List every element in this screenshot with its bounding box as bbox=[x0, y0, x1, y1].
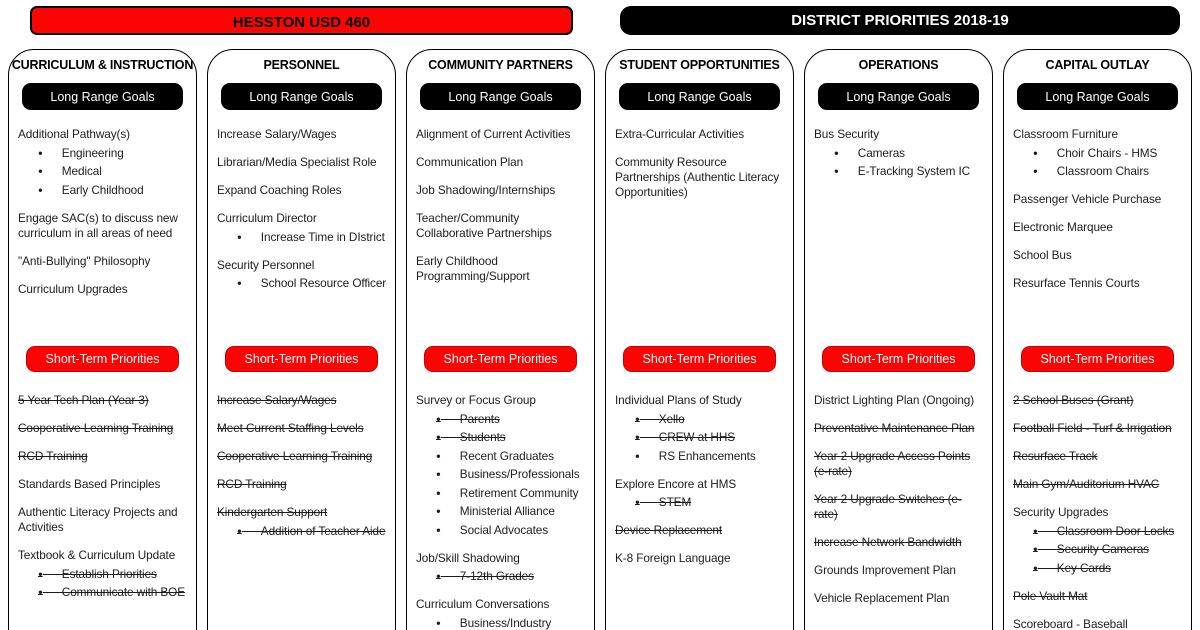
bullet-list-item bbox=[615, 448, 785, 464]
bullet-list-item bbox=[18, 566, 188, 582]
bullet-item-text: ● Security Cameras bbox=[1033, 542, 1149, 556]
long-range-list bbox=[208, 127, 395, 338]
list-item bbox=[1013, 421, 1183, 436]
list-item bbox=[18, 548, 188, 600]
list-item-text: Bus Security bbox=[814, 127, 880, 141]
long-range-goals-button: Long Range Goals bbox=[818, 83, 979, 110]
bullet-list-item bbox=[1013, 523, 1183, 539]
list-item-text: School Bus bbox=[1013, 248, 1072, 262]
short-term-list bbox=[606, 393, 793, 566]
list-item bbox=[814, 535, 984, 550]
bullet-item-text: ● Business/Industry bbox=[436, 615, 552, 630]
list-item bbox=[1013, 505, 1183, 576]
bullet-icon: ● bbox=[635, 432, 640, 442]
bullet-icon: ● bbox=[38, 587, 43, 597]
list-item bbox=[1013, 127, 1183, 179]
list-item-text: Football Field - Turf & Irrigation bbox=[1013, 421, 1172, 435]
bullet-icon: ● bbox=[38, 148, 43, 157]
bullet-icon: ● bbox=[1033, 166, 1038, 176]
list-item-text: K-8 Foreign Language bbox=[615, 551, 731, 565]
list-item-text: RCD Training bbox=[18, 449, 88, 463]
bullet-list-item bbox=[416, 569, 586, 585]
bullet-list-item bbox=[416, 615, 586, 630]
list-item-text: Increase Salary/Wages bbox=[217, 127, 337, 141]
bullet-icon: ● bbox=[436, 414, 441, 423]
list-item-text: Textbook & Curriculum Update bbox=[18, 548, 176, 562]
list-item-text: 2 School Buses (Grant) bbox=[1013, 393, 1134, 407]
list-item-text: Cooperative Learning Training bbox=[217, 449, 373, 463]
list-item bbox=[615, 477, 785, 511]
card-title: PERSONNEL bbox=[263, 58, 340, 72]
list-item-text: Librarian/Media Specialist Role bbox=[217, 155, 377, 169]
priority-card-student-opportunities bbox=[605, 49, 794, 630]
list-item bbox=[416, 127, 586, 142]
bullet-item-text: ● Medical bbox=[38, 164, 102, 178]
list-item bbox=[18, 449, 188, 464]
bullet-icon: ● bbox=[436, 469, 441, 479]
list-item bbox=[1013, 589, 1183, 604]
list-item bbox=[416, 551, 586, 585]
list-item-text: Device Replacement bbox=[615, 523, 723, 537]
list-item bbox=[814, 492, 984, 522]
list-item-text: Engage SAC(s) to discuss new curriculum in all areas of need bbox=[18, 210, 178, 240]
bullet-icon: ● bbox=[635, 451, 640, 460]
list-item-text: Cooperative Learning Training bbox=[18, 421, 174, 435]
list-item-text: Resurface Track bbox=[1013, 449, 1098, 463]
bullet-item-text: ● Ministerial Alliance bbox=[436, 504, 555, 518]
bullet-icon: ● bbox=[38, 569, 43, 578]
bullet-list-item bbox=[18, 164, 188, 180]
list-item bbox=[217, 127, 387, 142]
bullet-list-item bbox=[416, 522, 586, 538]
list-item bbox=[18, 505, 188, 535]
bullet-list-item bbox=[1013, 164, 1183, 180]
bullet-item-text: ● Retirement Community bbox=[436, 485, 579, 500]
bullet-item-text: ● School Resource Officer bbox=[237, 276, 387, 290]
bullet-item-text: ● Early Childhood bbox=[38, 182, 144, 197]
bullet-item-text: ● Business/Professionals bbox=[436, 467, 580, 481]
list-item-text: Additional Pathway(s) bbox=[18, 127, 130, 141]
bullet-list-item bbox=[615, 495, 785, 511]
bullet-item-text: ● Increase Time in DIstrict bbox=[237, 229, 385, 244]
list-item-text: Kindergarten Support bbox=[217, 505, 328, 519]
list-item bbox=[1013, 393, 1183, 408]
list-item bbox=[217, 477, 387, 492]
columns-row bbox=[0, 49, 1200, 630]
bullet-item-text: ● Engineering bbox=[38, 145, 124, 160]
bullet-icon: ● bbox=[436, 506, 441, 516]
list-item bbox=[416, 254, 586, 284]
list-item bbox=[615, 551, 785, 566]
list-item bbox=[615, 155, 785, 200]
list-item-text: Individual Plans of Study bbox=[615, 393, 742, 407]
bullet-item-text: ● CREW at HHS bbox=[635, 430, 736, 444]
list-item bbox=[814, 563, 984, 578]
list-item-text: Increase Salary/Wages bbox=[217, 393, 337, 407]
list-item-text: Curriculum Conversations bbox=[416, 597, 550, 611]
bullet-icon: ● bbox=[1033, 563, 1038, 572]
list-item-text: Security Upgrades bbox=[1013, 505, 1109, 519]
list-item-text: RCD Training bbox=[217, 477, 287, 491]
card-title: CURRICULUM & INSTRUCTION bbox=[11, 58, 194, 72]
list-item-text: Standards Based Principles bbox=[18, 477, 161, 491]
list-item bbox=[615, 393, 785, 464]
long-range-list bbox=[407, 127, 594, 338]
bullet-item-text: ● E-Tracking System IC bbox=[834, 164, 971, 178]
list-item bbox=[615, 523, 785, 538]
bullet-list-item bbox=[217, 276, 387, 292]
bullet-icon: ● bbox=[38, 185, 43, 194]
list-item bbox=[416, 183, 586, 198]
bullet-icon: ● bbox=[436, 618, 441, 627]
short-term-priorities-button: Short-Term Priorities bbox=[225, 346, 378, 372]
short-term-priorities-button: Short-Term Priorities bbox=[623, 346, 776, 372]
list-item bbox=[1013, 617, 1183, 630]
list-item bbox=[615, 127, 785, 142]
priorities-title-badge: DISTRICT PRIORITIES 2018-19 bbox=[620, 6, 1180, 35]
list-item-text: Alignment of Current Activities bbox=[416, 127, 571, 141]
short-term-list bbox=[805, 393, 992, 606]
long-range-goals-button: Long Range Goals bbox=[1017, 83, 1178, 110]
list-item-text: Extra-Curricular Activities bbox=[615, 127, 745, 141]
bullet-item-text: ● Classroom Chairs bbox=[1033, 164, 1149, 178]
list-item-text: Curriculum Upgrades bbox=[18, 281, 128, 296]
list-item-text: Classroom Furniture bbox=[1013, 127, 1118, 141]
list-item-text: Expand Coaching Roles bbox=[217, 183, 342, 197]
bullet-item-text: ● Choir Chairs - HMS bbox=[1033, 145, 1158, 160]
list-item bbox=[217, 183, 387, 198]
district-name-badge: HESSTON USD 460 bbox=[30, 6, 573, 35]
list-item bbox=[217, 393, 387, 408]
bullet-list-item bbox=[217, 229, 387, 245]
long-range-list bbox=[805, 127, 992, 338]
bullet-item-text: ● Addition of Teacher Aide bbox=[237, 523, 386, 538]
list-item bbox=[18, 421, 188, 436]
list-item-text: Preventative Maintenance Plan bbox=[814, 421, 975, 435]
list-item-text: Pole Vault Mat bbox=[1013, 588, 1088, 603]
bullet-item-text: ● Key Cards bbox=[1033, 560, 1111, 575]
list-item-text: Increase Network Bandwidth bbox=[814, 535, 962, 549]
bullet-icon: ● bbox=[237, 526, 242, 535]
priority-card-capital-outlay bbox=[1003, 49, 1192, 630]
bullet-list-item bbox=[18, 182, 188, 198]
list-item-text: District Lighting Plan (Ongoing) bbox=[814, 393, 975, 407]
bullet-list-item bbox=[615, 430, 785, 446]
list-item bbox=[18, 127, 188, 198]
priority-card-personnel bbox=[207, 49, 396, 630]
long-range-goals-button: Long Range Goals bbox=[619, 83, 780, 110]
list-item bbox=[814, 127, 984, 179]
list-item bbox=[18, 254, 188, 269]
list-item-text: Resurface Tennis Courts bbox=[1013, 276, 1140, 290]
bullet-item-text: ● 7-12th Grades bbox=[436, 569, 534, 583]
bullet-icon: ● bbox=[1033, 148, 1038, 157]
short-term-list bbox=[208, 393, 395, 539]
list-item-text: Job Shadowing/Internships bbox=[416, 183, 556, 197]
bullet-item-text: ● Cameras bbox=[834, 145, 905, 160]
bullet-item-text: ● RS Enhancements bbox=[635, 448, 756, 463]
list-item-text: Community Resource Partnerships (Authentic Literacy Opportunities) bbox=[615, 155, 780, 199]
list-item bbox=[18, 393, 188, 408]
short-term-priorities-button: Short-Term Priorities bbox=[1021, 346, 1174, 372]
long-range-list bbox=[606, 127, 793, 338]
priority-card-community-partners bbox=[406, 49, 595, 630]
long-range-goals-button: Long Range Goals bbox=[221, 83, 382, 110]
bullet-icon: ● bbox=[834, 166, 839, 176]
list-item-text: Communication Plan bbox=[416, 155, 524, 169]
bullet-item-text: ● STEM bbox=[635, 495, 692, 509]
bullet-item-text: ● Parents bbox=[436, 411, 500, 426]
bullet-item-text: ● Social Advocates bbox=[436, 522, 549, 537]
list-item-text: "Anti-Bullying" Philosophy bbox=[18, 253, 151, 268]
list-item bbox=[814, 449, 984, 479]
list-item bbox=[416, 155, 586, 170]
list-item-text: 5 Year Tech Plan (Year 3) bbox=[18, 393, 149, 407]
list-item-text: Security Personnel bbox=[217, 257, 315, 272]
list-item-text: Job/Skill Shadowing bbox=[416, 550, 520, 565]
list-item bbox=[416, 211, 586, 241]
bullet-list-item bbox=[416, 467, 586, 483]
short-term-priorities-button: Short-Term Priorities bbox=[26, 346, 179, 372]
short-term-priorities-button: Short-Term Priorities bbox=[424, 346, 577, 372]
bullet-list-item bbox=[416, 485, 586, 501]
list-item-text: Year 2 Upgrade Access Points (e-rate) bbox=[814, 449, 971, 478]
bullet-list-item bbox=[416, 448, 586, 464]
card-title: OPERATIONS bbox=[858, 58, 939, 72]
bullet-icon: ● bbox=[1033, 544, 1038, 554]
list-item bbox=[814, 591, 984, 606]
bullet-icon: ● bbox=[436, 488, 441, 497]
long-range-goals-button: Long Range Goals bbox=[420, 83, 581, 110]
bullet-icon: ● bbox=[635, 414, 640, 423]
list-item bbox=[217, 155, 387, 170]
bullet-list-item bbox=[814, 145, 984, 161]
list-item-text: Vehicle Replacement Plan bbox=[814, 591, 950, 605]
list-item bbox=[18, 211, 188, 241]
list-item-text: Meet Current Staffing Levels bbox=[217, 421, 364, 435]
list-item bbox=[814, 421, 984, 436]
list-item-text: Year 2 Upgrade Switches (e-rate) bbox=[814, 492, 962, 521]
priority-card-curriculum-instruction bbox=[8, 49, 197, 630]
bullet-item-text: ● Communicate with BOE bbox=[38, 585, 186, 599]
list-item bbox=[18, 282, 188, 297]
list-item bbox=[217, 211, 387, 245]
header bbox=[0, 0, 1200, 49]
card-title: STUDENT OPPORTUNITIES bbox=[619, 58, 780, 72]
list-item bbox=[1013, 449, 1183, 464]
list-item-text: Survey or Focus Group bbox=[416, 393, 536, 407]
list-item bbox=[217, 449, 387, 464]
list-item-text: Grounds Improvement Plan bbox=[814, 563, 956, 577]
long-range-list bbox=[9, 127, 196, 338]
long-range-list bbox=[1004, 127, 1191, 338]
bullet-list-item bbox=[416, 430, 586, 446]
card-title: CAPITAL OUTLAY bbox=[1045, 58, 1150, 72]
list-item-text: Scoreboard - Baseball bbox=[1013, 616, 1128, 630]
bullet-icon: ● bbox=[237, 278, 242, 288]
short-term-list bbox=[407, 393, 594, 630]
bullet-list-item bbox=[1013, 145, 1183, 161]
long-range-goals-button: Long Range Goals bbox=[22, 83, 183, 110]
short-term-list bbox=[9, 393, 196, 600]
list-item bbox=[1013, 276, 1183, 291]
bullet-item-text: ● Classroom Door Locks bbox=[1033, 523, 1175, 538]
bullet-list-item bbox=[1013, 560, 1183, 576]
list-item bbox=[1013, 248, 1183, 263]
bullet-list-item bbox=[217, 523, 387, 539]
list-item bbox=[217, 421, 387, 436]
bullet-list-item bbox=[615, 411, 785, 427]
list-item bbox=[814, 393, 984, 408]
bullet-icon: ● bbox=[436, 432, 441, 442]
card-title: COMMUNITY PARTNERS bbox=[428, 58, 573, 72]
bullet-icon: ● bbox=[38, 166, 43, 176]
bullet-list-item bbox=[416, 411, 586, 427]
bullet-item-text: ● Recent Graduates bbox=[436, 448, 554, 463]
list-item bbox=[1013, 220, 1183, 235]
list-item bbox=[1013, 192, 1183, 207]
bullet-icon: ● bbox=[436, 571, 441, 581]
bullet-icon: ● bbox=[635, 497, 640, 507]
bullet-item-text: ● Xello bbox=[635, 411, 685, 426]
list-item-text: Early Childhood Programming/Support bbox=[416, 254, 530, 283]
bullet-list-item bbox=[1013, 542, 1183, 558]
bullet-icon: ● bbox=[834, 148, 839, 157]
list-item-text: Electronic Marquee bbox=[1013, 220, 1113, 234]
bullet-list-item bbox=[814, 164, 984, 180]
list-item-text: Main Gym/Auditorium HVAC bbox=[1013, 477, 1160, 491]
list-item-text: Teacher/Community Collaborative Partnerships bbox=[416, 211, 552, 240]
list-item-text: Curriculum Director bbox=[217, 211, 317, 225]
list-item bbox=[217, 505, 387, 539]
list-item bbox=[18, 477, 188, 492]
bullet-item-text: ● Establish Priorities bbox=[38, 566, 157, 581]
bullet-icon: ● bbox=[1033, 526, 1038, 535]
short-term-priorities-button: Short-Term Priorities bbox=[822, 346, 975, 372]
list-item bbox=[1013, 477, 1183, 492]
bullet-list-item bbox=[18, 145, 188, 161]
list-item-text: Passenger Vehicle Purchase bbox=[1013, 192, 1162, 206]
list-item-text: Authentic Literacy Projects and Activities bbox=[18, 505, 178, 534]
bullet-list-item bbox=[18, 585, 188, 601]
bullet-icon: ● bbox=[436, 451, 441, 460]
short-term-list bbox=[1004, 393, 1191, 630]
bullet-icon: ● bbox=[237, 232, 242, 241]
list-item-text: Explore Encore at HMS bbox=[615, 476, 737, 491]
list-item bbox=[217, 258, 387, 292]
bullet-item-text: ● Students bbox=[436, 430, 506, 444]
bullet-icon: ● bbox=[436, 525, 441, 534]
bullet-list-item bbox=[416, 504, 586, 520]
list-item bbox=[416, 393, 586, 538]
list-item bbox=[416, 597, 586, 630]
priority-card-operations bbox=[804, 49, 993, 630]
